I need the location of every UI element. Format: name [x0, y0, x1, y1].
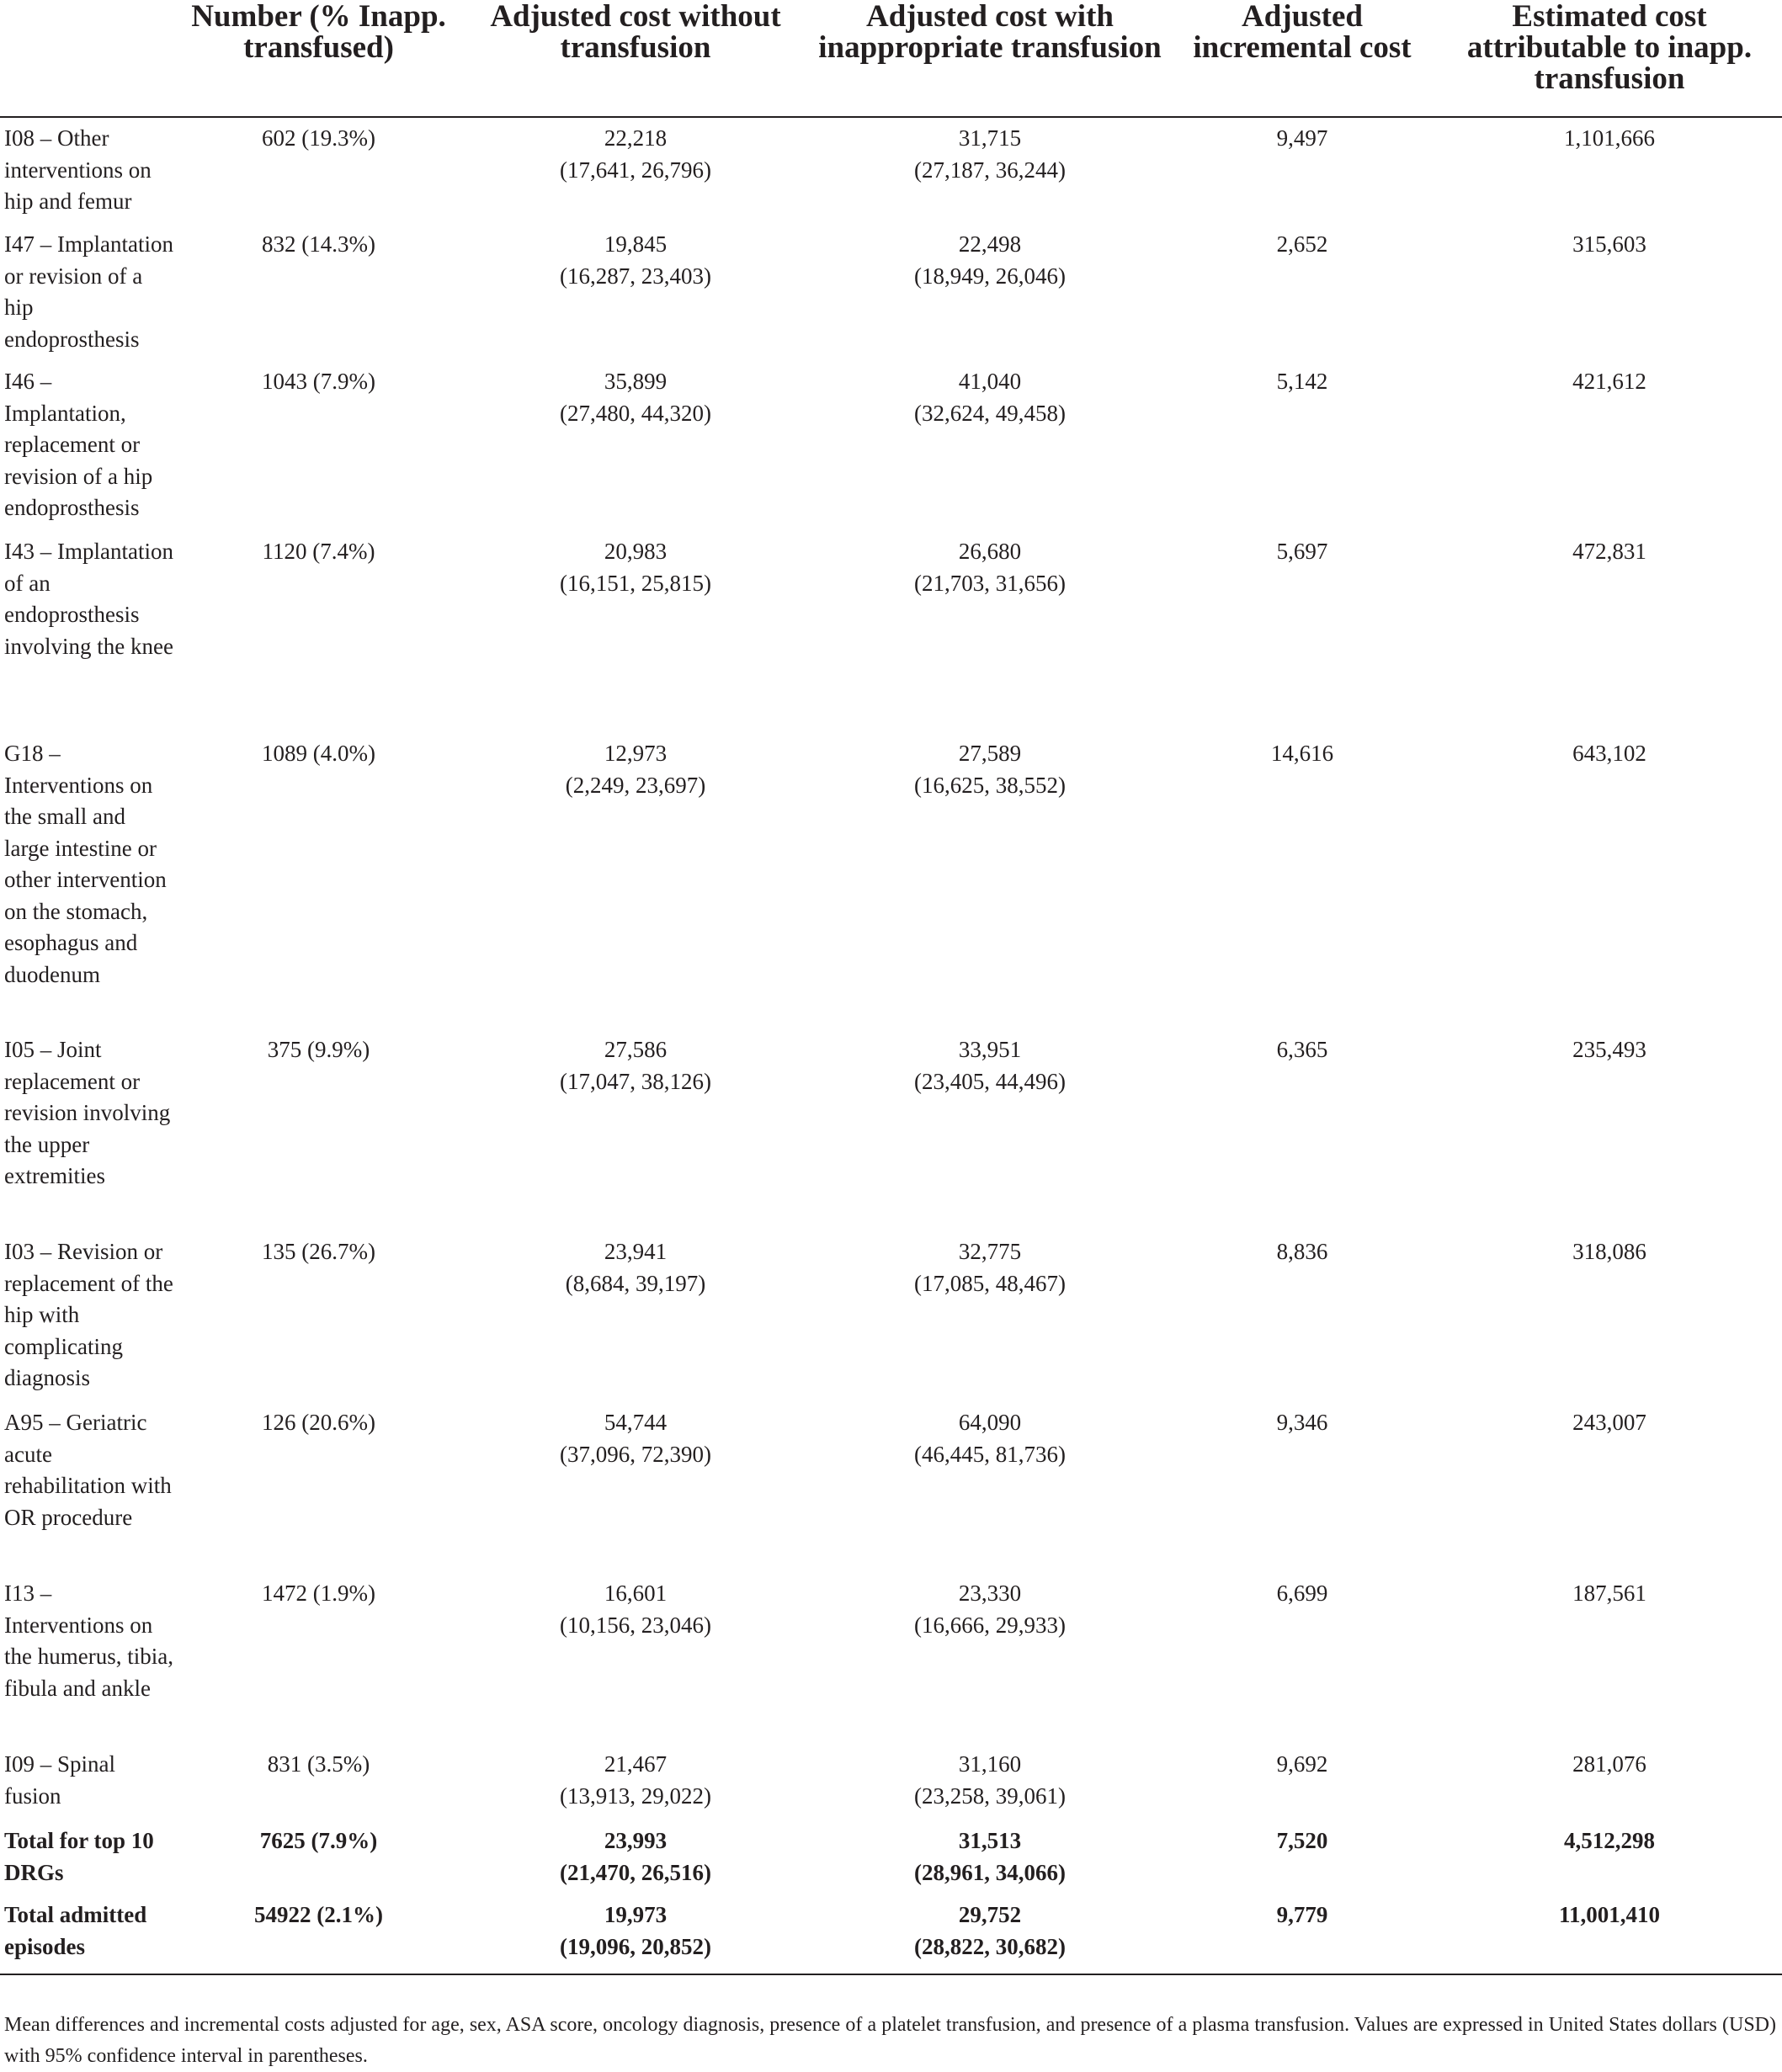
incremental-cell: 14,616 [1270, 741, 1334, 766]
number-cell: 7625 (7.9%) [259, 1828, 378, 1853]
cost-without-cell [459, 1230, 812, 1401]
mean-value: 33,951 [958, 1037, 1022, 1062]
number-cell: 831 (3.5%) [267, 1751, 370, 1777]
confidence-interval: (23,405, 44,496) [914, 1068, 1066, 1094]
confidence-interval: (28,961, 34,066) [914, 1859, 1066, 1885]
cost-with-cell [812, 1230, 1168, 1401]
confidence-interval: (17,047, 38,126) [560, 1068, 711, 1094]
cost-without-cell [459, 732, 812, 1028]
mean-value: 41,040 [958, 369, 1022, 394]
attributable-cell: 643,102 [1572, 741, 1646, 766]
attributable-cell: 472,831 [1572, 539, 1646, 564]
cost-without-cell [459, 117, 812, 223]
incremental-cell: 6,699 [1276, 1581, 1328, 1606]
mean-value: 23,330 [958, 1581, 1022, 1606]
mean-value: 23,993 [604, 1828, 668, 1853]
incremental-cell: 5,142 [1276, 369, 1328, 394]
confidence-interval: (27,480, 44,320) [560, 400, 711, 426]
cost-without-cell [459, 360, 812, 530]
row-label: G18 – Interventions on the small and large intestine or other intervention on the stomach, esophagus and duodenum [4, 741, 167, 987]
attributable-cell: 243,007 [1572, 1410, 1646, 1435]
row-label: A95 – Geriatric acute rehabilitation with OR procedure [4, 1410, 172, 1530]
cost-without-cell [459, 1401, 812, 1572]
row-label: I47 – Implantation or revision of a hip endoprosthesis [4, 231, 173, 352]
mean-value: 26,680 [958, 539, 1022, 564]
mean-value: 16,601 [604, 1581, 668, 1606]
cost-without-cell [459, 1028, 812, 1230]
table-footnote: Mean differences and incremental costs adjusted for age, sex, ASA score, oncology diagnosis, presence of a platelet transfusion, and presence of a plasma transfusion. Values are expressed in United States dollars (USD) with 95% confidence interval in parentheses. [4, 2014, 1776, 2067]
mean-value: 31,715 [958, 125, 1022, 151]
mean-value: 32,775 [958, 1239, 1022, 1264]
total-row [0, 1820, 1782, 1894]
table-row [0, 1028, 1782, 1230]
cost-with-cell [812, 1743, 1168, 1820]
table-row [0, 530, 1782, 732]
number-cell: 135 (26.7%) [262, 1239, 375, 1264]
cost-without-cell [459, 1572, 812, 1743]
number-cell: 126 (20.6%) [262, 1410, 375, 1435]
cost-with-cell [812, 360, 1168, 530]
attributable-cell: 11,001,410 [1437, 1894, 1782, 1974]
confidence-interval: (17,085, 48,467) [914, 1270, 1066, 1296]
mean-value: 29,752 [958, 1902, 1022, 1927]
table-row [0, 360, 1782, 530]
row-label: Total for top 10 DRGs [4, 1828, 154, 1885]
header-drg [0, 0, 178, 117]
mean-value: 54,744 [604, 1410, 668, 1435]
attributable-cell: 421,612 [1572, 369, 1646, 394]
mean-value: 22,218 [604, 125, 668, 151]
row-label: I05 – Joint replacement or revision involving the upper extremities [4, 1037, 171, 1188]
confidence-interval: (18,949, 26,046) [914, 263, 1066, 289]
mean-value: 27,586 [604, 1037, 668, 1062]
confidence-interval: (46,445, 81,736) [914, 1441, 1066, 1467]
confidence-interval: (32,624, 49,458) [914, 400, 1066, 426]
row-label: I13 – Interventions on the humerus, tibia, fibula and ankle [4, 1581, 173, 1701]
confidence-interval: (23,258, 39,061) [914, 1782, 1066, 1809]
mean-value: 23,941 [604, 1239, 668, 1264]
number-cell: 832 (14.3%) [262, 231, 375, 257]
confidence-interval: (16,151, 25,815) [560, 570, 711, 596]
table-row [0, 1572, 1782, 1743]
number-cell: 1120 (7.4%) [262, 539, 375, 564]
incremental-cell: 9,497 [1276, 125, 1328, 151]
attributable-cell: 318,086 [1572, 1239, 1646, 1264]
mean-value: 31,160 [958, 1751, 1022, 1777]
confidence-interval: (2,249, 23,697) [565, 772, 706, 798]
header-row [0, 0, 1782, 117]
cost-without-cell [459, 530, 812, 732]
cost-without-cell [459, 223, 812, 360]
attributable-cell: 315,603 [1572, 231, 1646, 257]
confidence-interval: (13,913, 29,022) [560, 1782, 711, 1809]
confidence-interval: (21,703, 31,656) [914, 570, 1066, 596]
attributable-cell: 235,493 [1572, 1037, 1646, 1062]
mean-value: 22,498 [958, 231, 1022, 257]
incremental-cell: 6,365 [1276, 1037, 1328, 1062]
cost-with-cell [812, 1028, 1168, 1230]
cost-without-cell [459, 1894, 812, 1974]
confidence-interval: (16,666, 29,933) [914, 1612, 1066, 1638]
incremental-cell: 9,346 [1276, 1410, 1328, 1435]
mean-value: 19,973 [604, 1902, 668, 1927]
confidence-interval: (27,187, 36,244) [914, 157, 1066, 183]
mean-value: 21,467 [604, 1751, 668, 1777]
confidence-interval: (16,287, 23,403) [560, 263, 711, 289]
confidence-interval: (10,156, 23,046) [560, 1612, 711, 1638]
header-number: Number (% Inapp. transfused) [178, 0, 459, 117]
cost-with-cell [812, 1894, 1168, 1974]
mean-value: 64,090 [958, 1410, 1022, 1435]
number-cell: 375 (9.9%) [267, 1037, 370, 1062]
confidence-interval: (37,096, 72,390) [560, 1441, 711, 1467]
mean-value: 35,899 [604, 369, 668, 394]
number-cell: 1472 (1.9%) [262, 1581, 375, 1606]
number-cell: 54922 (2.1%) [178, 1894, 459, 1974]
cost-with-cell [812, 223, 1168, 360]
cost-with-cell [812, 1820, 1168, 1894]
number-cell: 1089 (4.0%) [262, 741, 375, 766]
cost-with-cell [812, 732, 1168, 1028]
confidence-interval: (8,684, 39,197) [565, 1270, 706, 1296]
table-row [0, 1743, 1782, 1820]
confidence-interval: (16,625, 38,552) [914, 772, 1066, 798]
table-row [0, 732, 1782, 1028]
table-row [0, 1401, 1782, 1572]
mean-value: 20,983 [604, 539, 668, 564]
mean-value: 12,973 [604, 741, 668, 766]
header-cost-without: Adjusted cost without transfusion [459, 0, 812, 117]
header-attributable: Estimated cost attributable to inapp. transfusion [1437, 0, 1782, 117]
row-label: I03 – Revision or replacement of the hip with complicating diagnosis [4, 1239, 173, 1390]
row-label: I09 – Spinal fusion [4, 1751, 115, 1809]
header-incremental: Adjusted incremental cost [1168, 0, 1437, 117]
table-row [0, 223, 1782, 360]
cost-with-cell [812, 530, 1168, 732]
confidence-interval: (28,822, 30,682) [914, 1933, 1066, 1959]
mean-value: 19,845 [604, 231, 668, 257]
row-label: I43 – Implantation of an endoprosthesis involving the knee [4, 539, 173, 659]
attributable-cell: 281,076 [1572, 1751, 1646, 1777]
number-cell: 1043 (7.9%) [262, 369, 375, 394]
cost-with-cell [812, 1401, 1168, 1572]
row-label: Total admitted episodes [0, 1894, 178, 1974]
incremental-cell: 8,836 [1276, 1239, 1328, 1264]
incremental-cell: 5,697 [1276, 539, 1328, 564]
row-label: I08 – Other interventions on hip and femur [4, 125, 152, 214]
attributable-cell: 4,512,298 [1564, 1828, 1655, 1853]
incremental-cell: 2,652 [1276, 231, 1328, 257]
mean-value: 31,513 [958, 1828, 1022, 1853]
row-label: I46 – Implantation, replacement or revision of a hip endoprosthesis [4, 369, 153, 520]
attributable-cell: 1,101,666 [1564, 125, 1655, 151]
confidence-interval: (17,641, 26,796) [560, 157, 711, 183]
confidence-interval: (21,470, 26,516) [560, 1859, 711, 1885]
table-row [0, 1230, 1782, 1401]
incremental-cell: 9,692 [1276, 1751, 1328, 1777]
incremental-cell: 7,520 [1276, 1828, 1328, 1853]
incremental-cell: 9,779 [1168, 1894, 1437, 1974]
cost-without-cell [459, 1820, 812, 1894]
header-cost-with: Adjusted cost with inappropriate transfusion [812, 0, 1168, 117]
table-row [0, 117, 1782, 223]
cost-without-cell [459, 1743, 812, 1820]
mean-value: 27,589 [958, 741, 1022, 766]
cost-with-cell [812, 117, 1168, 223]
number-cell: 602 (19.3%) [262, 125, 375, 151]
total-row [0, 1894, 1782, 1974]
confidence-interval: (19,096, 20,852) [560, 1933, 711, 1959]
cost-with-cell [812, 1572, 1168, 1743]
attributable-cell: 187,561 [1572, 1581, 1646, 1606]
